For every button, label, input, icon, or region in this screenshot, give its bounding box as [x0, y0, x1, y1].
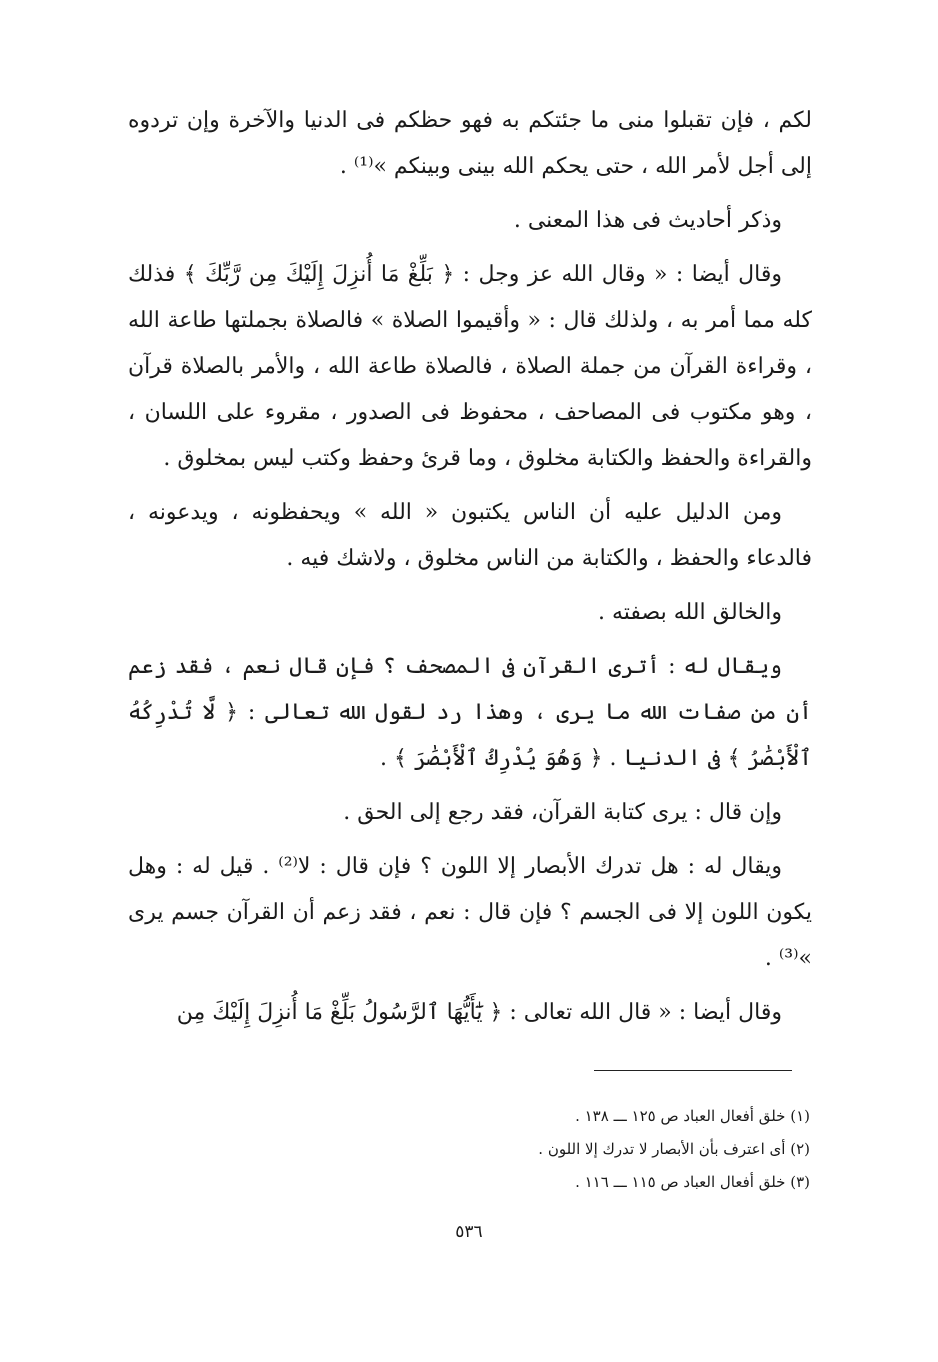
- paragraph-6: ويقال له : أترى القرآن فى المصحف ؟ فإن قال نعم ، فقد زعم أن من صفات الله ما يرى ، وهذا رد لقول الله تعالى : ﴿ لَّا تُدْرِكُهُ ٱلْأَبْصَٰرُ ﴾ فى الدنيا . ﴿ وَهُوَ يُدْرِكُ ٱلْأَبْصَٰرَ ﴾ .: [128, 654, 812, 771]
- footnote-1: (١) خلق أفعال العباد ص ١٢٥ ـــ ١٣٨ .: [575, 1107, 810, 1125]
- paragraph-7: وإن قال : يرى كتابة القرآن، فقد رجع إلى الحق .: [343, 800, 782, 825]
- paragraph-9: وقال أيضا : « قال الله تعالى : ﴿ يَٰٓأَيُّهَا ٱلرَّسُولُ بَلِّغْ مَا أُنزِلَ إِلَيْكَ مِن: [176, 1000, 782, 1025]
- paragraph-3: وقال أيضا : « وقال الله عز وجل : ﴿ بَلِّغْ مَا أُنزِلَ إِلَيْكَ مِن رَّبِّكَ ﴾ فذلك كله مما أمر به ، ولذلك قال : « وأقيموا الصلاة » فالصلاة بجملتها طاعة الله ، وقراءة القرآن من جملة الصلاة ، فالصلاة طاعة الله ، والأمر بالصلاة قرآن ، وهو مكتوب فى المصاحف ، محفوظ فى الصدور ، مقروء على اللسان ، والقراءة والحفظ والكتابة مخلوق ، وما قرئ وحفظ وكتب ليس بمخلوق .: [128, 262, 812, 471]
- paragraph-5: والخالق الله بصفته .: [597, 600, 782, 625]
- paragraph-4: ومن الدليل عليه أن الناس يكتبون « الله » ويحفظونه ، ويدعونه ، فالدعاء والحفظ ، والكتابة من الناس مخلوق ، ولاشك فيه .: [128, 500, 812, 571]
- footnotes: [210, 1100, 810, 1199]
- footnote-separator: [594, 1070, 792, 1071]
- footnote-3: (٣) خلق أفعال العباد ص ١١٥ ـــ ١١٦ .: [575, 1173, 810, 1191]
- paragraph-2: وذكر أحاديث فى هذا المعنى .: [513, 208, 782, 233]
- paragraph-8: ويقال له : هل تدرك الأبصار إلا اللون ؟ فإن قال : لا⁽²⁾ . قيل له : وهل يكون اللون إلا فى الجسم ؟ فإن قال : نعم ، فقد زعم أن القرآن جسم يرى »⁽³⁾ .: [128, 854, 812, 971]
- paragraph-1: لكم ، فإن تقبلوا منى ما جئتكم به فهو حظكم فى الدنيا والآخرة وإن تردوه إلى أجل لأمر الله ، حتى يحكم الله بينى وبينكم »⁽¹⁾ .: [128, 108, 812, 179]
- main-text: [128, 98, 812, 1044]
- page-number: ٥٣٦: [455, 1222, 483, 1242]
- footnote-2: (٢) أى اعترف بأن الأبصار لا تدرك إلا اللون .: [538, 1140, 810, 1158]
